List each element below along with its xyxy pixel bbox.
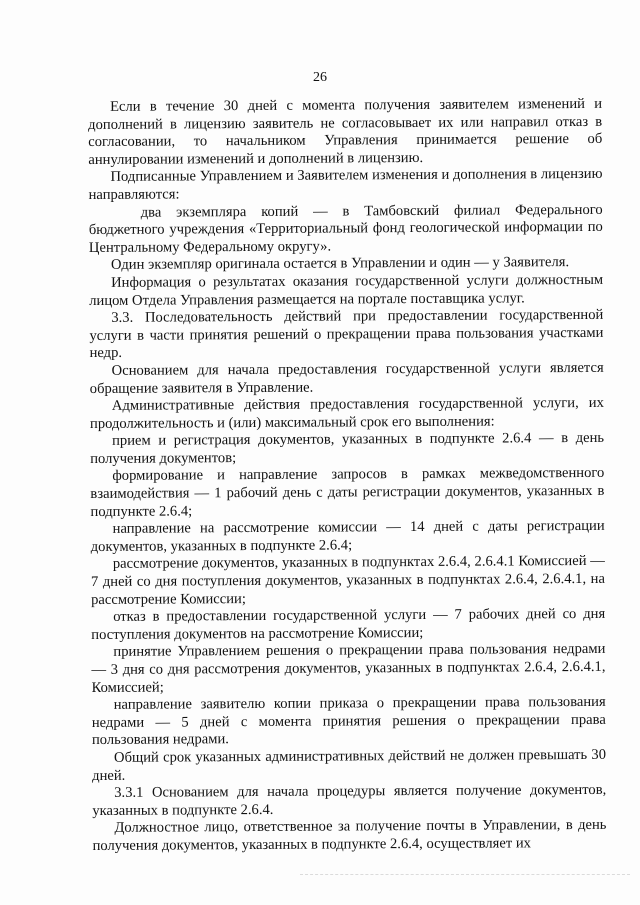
paragraph: Один экземпляр оригинала остается в Управлении и один — у Заявителя. <box>110 254 570 274</box>
paragraph: Подписанные Управлением и Заявителем изменения и дополнения в лицензию направляются: <box>88 166 603 203</box>
paragraph: Информация о результатах оказания государственной услуги должностным лицом Отдела Управления размещается на портале поставщика услуг. <box>89 271 604 309</box>
paragraph: Если в течение 30 дней с момента получения заявителем изменений и дополнений в лицензию заявитель не согласовывает их или направил отказ в согласовании, то начальником Управления принимается решение об аннулировании изменений и дополнений в лицензию. <box>88 95 603 168</box>
scan-artifact-line <box>300 868 630 875</box>
list-item: направление заявителю копии приказа о прекращении права пользования недрами — 5 дней с момента принятия решения о прекращении права пользования недрами. <box>91 694 606 749</box>
paragraph: Общий срок указанных административных действий не должен превышать 30 дней. <box>92 746 607 784</box>
section-heading: 3.3. Последовательность действий при предоставлении государственной услуги в части принятия решений о прекращении права пользования участками недр. <box>89 306 604 362</box>
paragraph: два экземпляра копий — в Тамбовский филиал Федерального бюджетного учреждения «Территориальный фонд геологической информации по Центральному Федеральному округу». <box>88 201 603 256</box>
paragraph: Должностное лицо, ответственное за получение почты в Управлении, в день получения документов, указанных в подпункте 2.6.4, осуществляет их <box>92 817 607 854</box>
list-item: прием и регистрация документов, указанных в подпункте 2.6.4 — в день получения документов; <box>90 430 605 467</box>
document-body <box>88 96 607 856</box>
paragraph: Административные действия предоставления государственной услуги, их продолжительность и (или) максимальный срок его выполнения: <box>89 394 604 432</box>
paragraph: Основанием для начала предоставления государственной услуги является обращение заявителя в Управление. <box>89 359 604 397</box>
list-item: формирование и направление запросов в рамках межведомственного взаимодействия — 1 рабочий день с даты регистрации документов, указанных в подпункте 2.6.4; <box>90 465 605 520</box>
list-item: рассмотрение документов, указанных в подпунктах 2.6.4, 2.6.4.1 Комиссией — 7 дней со дня поступления документов, указанных в подпунктах 2.6.4, 2.6.4.1, на рассмотрение Комиссии; <box>90 553 605 608</box>
list-item: принятие Управлением решения о прекращении права пользования недрами — 3 дня со дня рассмотрения документов, указанных в подпунктах 2.6.4, 2.6.4.1, Комиссией; <box>91 641 606 696</box>
page-number: 26 <box>313 70 327 85</box>
section-heading: 3.3.1 Основанием для начала процедуры является получение документов, указанных в подпункте 2.6.4. <box>92 782 607 819</box>
list-item: направление на рассмотрение комиссии — 14 дней с даты регистрации документов, указанных в подпункте 2.6.4; <box>90 518 605 555</box>
list-item: отказ в предоставлении государственной услуги — 7 рабочих дней со дня поступления документов на рассмотрение Комиссии; <box>91 606 606 643</box>
